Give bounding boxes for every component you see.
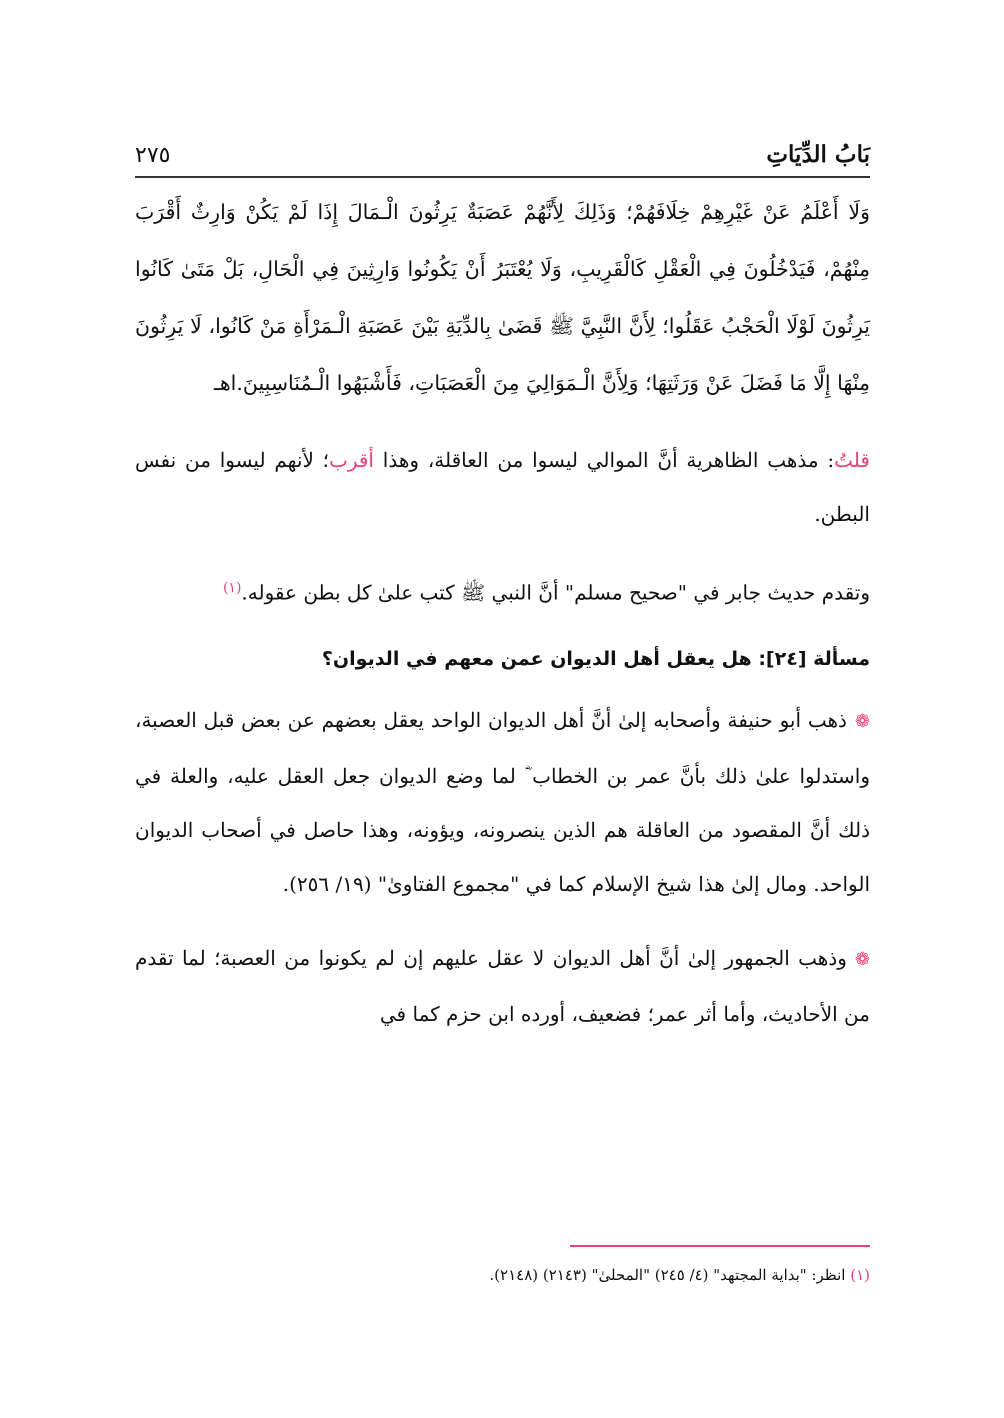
hanafi-paragraph <box>135 693 870 911</box>
qult-paragraph <box>135 433 870 541</box>
hadith-paragraph <box>135 561 870 620</box>
qult-label: قلتُ <box>834 447 870 472</box>
running-title: بَابُ الدِّيَاتِ <box>766 141 870 168</box>
qult-text-after: ؛ لأنهم ليسوا من نفس البطن. <box>135 447 870 526</box>
hadith-text: وتقدم حديث جابر في "صحيح مسلم" أنَّ النبي ﷺ كتب علىٰ كل بطن عقوله. <box>241 580 870 605</box>
footnote-marker[interactable]: (١) <box>222 579 242 596</box>
page-body <box>135 120 870 1061</box>
footnote-rule <box>570 1245 870 1247</box>
jumhur-text: وذهب الجمهور إلىٰ أنَّ أهل الديوان لا عقل عليهم إن لم يكونوا من العصبة؛ لما تقدم من الأحاديث، وأما أثر عمر؛ فضعيف، أورده ابن حزم كما في <box>135 946 870 1027</box>
hanafi-text: ذهب أبو حنيفة وأصحابه إلىٰ أنَّ أهل الديوان الواحد يعقل بعضهم عن بعض قبل العصبة، واستدلوا علىٰ ذلك بأنَّ عمر بن الخطاب ؓ لما وضع الديوان جعل العقل عليه، والعلة في ذلك أنَّ المقصود من العاقلة هم الذين ينصرونه، ويؤونه، وهذا حاصل في أصحاب الديوان الواحد. ومال إلىٰ هذا شيخ الإسلام كما في "مجموع الفتاوىٰ" (١٩/ ٢٥٦). <box>135 708 870 897</box>
footnote-number: (١) <box>850 1266 870 1284</box>
question-heading: مسألة [٢٤]: هل يعقل أهل الديوان عمن معهم في الديوان؟ <box>321 648 870 671</box>
flower-bullet-icon: ❁ <box>854 949 870 971</box>
qult-highlight: أقرب <box>329 447 374 472</box>
header-rule <box>135 176 870 178</box>
jumhur-paragraph <box>135 931 870 1041</box>
quoted-passage: وَلَا أَعْلَمُ عَنْ غَيْرِهِمْ خِلَافَهُمْ؛ وَذَلِكَ لِأَنَّهُمْ عَصَبَةٌ يَرِثُونَ الْـمَالَ إِذَا لَمْ يَكُنْ وَارِثٌ أَقْرَبَ مِنْهُمْ، فَيَدْخُلُونَ فِي الْعَقْلِ كَالْقَرِيبِ، وَلَا يُعْتَبَرُ أَنْ يَكُونُوا وَارِثِينَ فِي الْحَالِ، بَلْ مَتَىٰ كَانُوا يَرِثُونَ لَوْلَا الْحَجْبُ عَقَلُوا؛ لِأَنَّ النَّبِيَّ ﷺ قَضَىٰ بِالدِّيَةِ بَيْنَ عَصَبَةِ الْـمَرْأَةِ مَنْ كَانُوا، لَا يَرِثُونَ مِنْهَا إِلَّا مَا فَضَلَ عَنْ وَرَثَتِهَا؛ وَلِأَنَّ الْـمَوَالِيَ مِنَ الْعَصَبَاتِ، فَأَشْبَهُوا الْـمُنَاسِبِينَ.اهـ <box>135 200 870 395</box>
page-header <box>135 120 870 168</box>
flower-bullet-icon: ❁ <box>854 711 870 733</box>
footnote <box>489 1266 870 1284</box>
qult-text-before: : مذهب الظاهرية أنَّ الموالي ليسوا من العاقلة، وهذا <box>373 447 835 472</box>
footnote-text: انظر: "بداية المجتهد" (٤/ ٢٤٥) "المحلىٰ" (٢١٤٣) (٢١٤٨). <box>489 1266 846 1284</box>
page-number: ٢٧٥ <box>135 143 171 168</box>
